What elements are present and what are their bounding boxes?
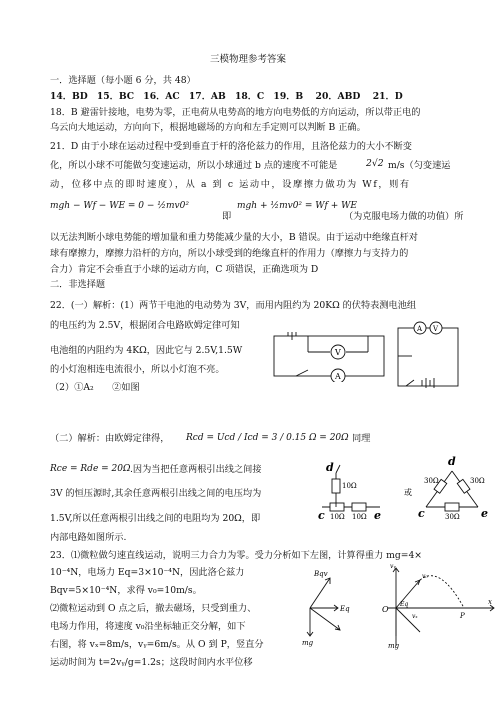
- q21-line: 以无法判断小球电势能的增加量和重力势能减少量的大小，B 错误。由于运动中绝缘直杆对: [50, 232, 418, 243]
- q22b-equation: Rcd = Ucd / Icd = 3 / 0.15 Ω = 20Ω: [186, 433, 349, 443]
- q21-line: 动，位移中点的即时速度），从 a 到 c 运动中，设摩擦力做功为 Wf，则有: [50, 179, 411, 190]
- q23-line: ⑵微粒运动到 O 点之后，撤去磁场，只受到重力、: [50, 603, 257, 614]
- voltmeter-symbol: V: [335, 348, 341, 357]
- q22b-line: 1.5V,所以任意两根引出线之间的电阻均为 20Ω，即: [50, 513, 261, 524]
- q22b-line: 同理: [352, 433, 371, 444]
- q22-line: 22．(一）解析：(1）两节干电池的电动势为 3V，而用内阻约为 20KΩ 的伏特表测电池组: [50, 300, 417, 311]
- q22-line: （2）①A₂ ②如图: [50, 382, 140, 393]
- axis-origin: O: [382, 605, 389, 614]
- section-nonchoice-heading: 二．非选择题: [50, 279, 106, 290]
- q23-line: 电场力作用，将速度 v₀沿坐标轴正交分解，如下: [50, 621, 246, 632]
- resistor-label: 10Ω: [342, 482, 357, 490]
- q22-line: 的小灯泡相连电流很小，所以小灯泡不亮。: [50, 364, 225, 375]
- q21-equation-right: mgh + ½mv0² = Wf + WE: [237, 201, 357, 211]
- resistor-label: 10Ω: [352, 513, 367, 521]
- sqrt-expression: 2√2: [366, 158, 384, 169]
- q22b-line: 内部电路如图所示.: [50, 532, 127, 543]
- resistor-label: 30Ω: [470, 477, 485, 485]
- q22-line: 的电压约为 2.5V，根据闭合电路欧姆定律可知: [50, 320, 240, 331]
- velocity-label-vx: vₓ: [412, 613, 418, 620]
- voltmeter-symbol: V: [433, 325, 439, 333]
- resistor-label: 10Ω: [330, 513, 345, 521]
- force-label-gravity: mg: [388, 642, 400, 650]
- q21-line: m/s（匀变速运: [388, 160, 451, 171]
- node-c: c: [318, 509, 325, 522]
- page-title: 三模物理参考答案: [210, 54, 287, 65]
- q21-line: 21．D 由于小球在运动过程中受到垂直于杆的洛伦兹力的作用，且洛伦兹力的大小不断变: [50, 141, 412, 152]
- q18-line: 18．B 避雷针接地，电势为零，正电荷从电势高的地方向电势低的方向运动，所以带正电的: [50, 107, 421, 118]
- choice-answers: 14．BD 15．BC 16．AC 17．AB 18．C 19．B 20．ABD 21．D: [50, 91, 403, 102]
- q22b-line: .因为当把任意两根引出线之间接: [130, 464, 262, 475]
- or-label: 或: [404, 488, 412, 497]
- q18-line: 乌云向大地运动，方向向下，根据地磁场的方向和左手定则可以判断 B 正确。: [50, 122, 366, 133]
- force-label-lorentz: Bqv: [314, 570, 328, 578]
- q23-line: 23．⑴微粒做匀速直线运动，说明三力合力为零。受力分析如下左图，计算得重力 mg=4×: [50, 550, 423, 561]
- q21-line: 球有摩擦力，摩擦力沿杆的方向，所以小球受到的绝缘直杆的作用力（摩擦力与支持力的: [50, 248, 409, 259]
- section-choice-heading: 一．选择题（每小题 6 分，共 48）: [50, 75, 196, 86]
- resistor-label: 30Ω: [445, 513, 460, 521]
- node-d: d: [448, 455, 456, 468]
- q23-line: 右图，将 vₓ=8m/s，vᵧ=6m/s。从 O 到 P，竖直分: [50, 639, 264, 650]
- node-e: e: [481, 507, 488, 520]
- ammeter-symbol: A: [417, 325, 423, 333]
- node-e: e: [374, 509, 381, 522]
- point-p-label: P: [460, 612, 465, 620]
- q21-equation-note: （为克服电场力做的功值）所: [344, 211, 464, 222]
- q23-line: 10⁻⁴N，电场力 Eq=3×10⁻⁴N，因此洛仑兹力: [50, 567, 245, 578]
- velocity-label-vy: vᵧ: [390, 563, 396, 570]
- ammeter-symbol: A: [335, 372, 341, 381]
- force-label-electric: Eq: [340, 605, 350, 613]
- force-label-electric: Eq: [400, 601, 409, 608]
- velocity-decomposition-diagram: [376, 562, 498, 652]
- q22b-line: 3V 的恒压源时,其余任意两根引出线之间的电压均为: [50, 488, 262, 499]
- node-d: d: [326, 461, 334, 474]
- q22-line: 电池组的内阻约为 4KΩ，因此它与 2.5V,1.5W: [50, 345, 243, 356]
- resistor-network-diagram: [318, 455, 494, 523]
- velocity-label-v0: v₀: [422, 573, 428, 580]
- force-label-gravity: mg: [302, 639, 314, 647]
- circuit-diagram-ammeter: [392, 316, 464, 398]
- q23-line: 运动时间为 t=2vᵧ/g=1.2s；这段时间内水平位移: [50, 657, 253, 668]
- resistor-label: 30Ω: [424, 477, 439, 485]
- circuit-diagram-voltmeter: [268, 332, 388, 382]
- node-c: c: [418, 507, 425, 520]
- q22b-line: （二）解析：由欧姆定律得，: [50, 433, 170, 444]
- q21-equation-connector: 即: [222, 211, 232, 222]
- force-diagram: [300, 568, 362, 648]
- q22b-equation: Rce = Rde = 20Ω: [50, 464, 131, 474]
- axis-x-label: x: [488, 598, 492, 606]
- q21-line: 化，所以小球不可能做匀变速运动，所以小球通过 b 点的速度不可能是: [50, 160, 338, 171]
- q21-line: 合力）肯定不会垂直于小球的运动方向，C 项错误，正确选项为 D: [50, 264, 319, 275]
- q23-line: Bqv=5×10⁻⁴N，求得 v₀=10m/s。: [50, 585, 202, 596]
- q21-equation-left: mgh − Wf − WE = 0 − ½mv0²: [50, 201, 189, 211]
